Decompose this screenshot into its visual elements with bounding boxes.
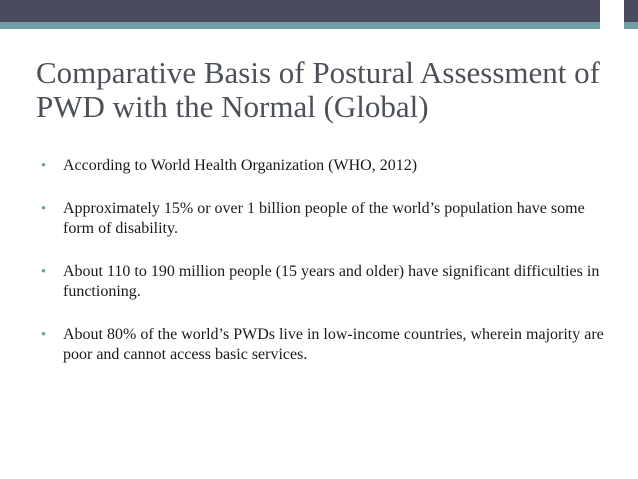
bullet-text: Approximately 15% or over 1 billion people of the world’s population have some form of disability. xyxy=(63,200,585,237)
bullet-item xyxy=(24,262,604,302)
bullet-text: According to World Health Organization (WHO, 2012) xyxy=(63,157,418,174)
header-bar xyxy=(0,0,638,22)
slide-title: Comparative Basis of Postural Assessment of PWD with the Normal (Global) xyxy=(36,55,600,124)
bullet-icon: • xyxy=(40,327,47,343)
bullet-text: About 80% of the world’s PWDs live in low-income countries, wherein majority are poor and cannot access basic services. xyxy=(63,326,604,363)
bullet-icon: • xyxy=(40,201,47,217)
accent-stripe xyxy=(0,22,638,29)
bullet-item xyxy=(24,156,604,176)
bullet-text: About 110 to 190 million people (15 years and older) have significant difficulties in functioning. xyxy=(63,263,600,300)
bullet-item xyxy=(24,325,604,365)
bullet-list xyxy=(24,156,604,388)
bullet-icon: • xyxy=(40,158,47,174)
page-number: 7 xyxy=(608,3,616,18)
bullet-item xyxy=(24,199,604,239)
bullet-icon: • xyxy=(40,264,47,280)
